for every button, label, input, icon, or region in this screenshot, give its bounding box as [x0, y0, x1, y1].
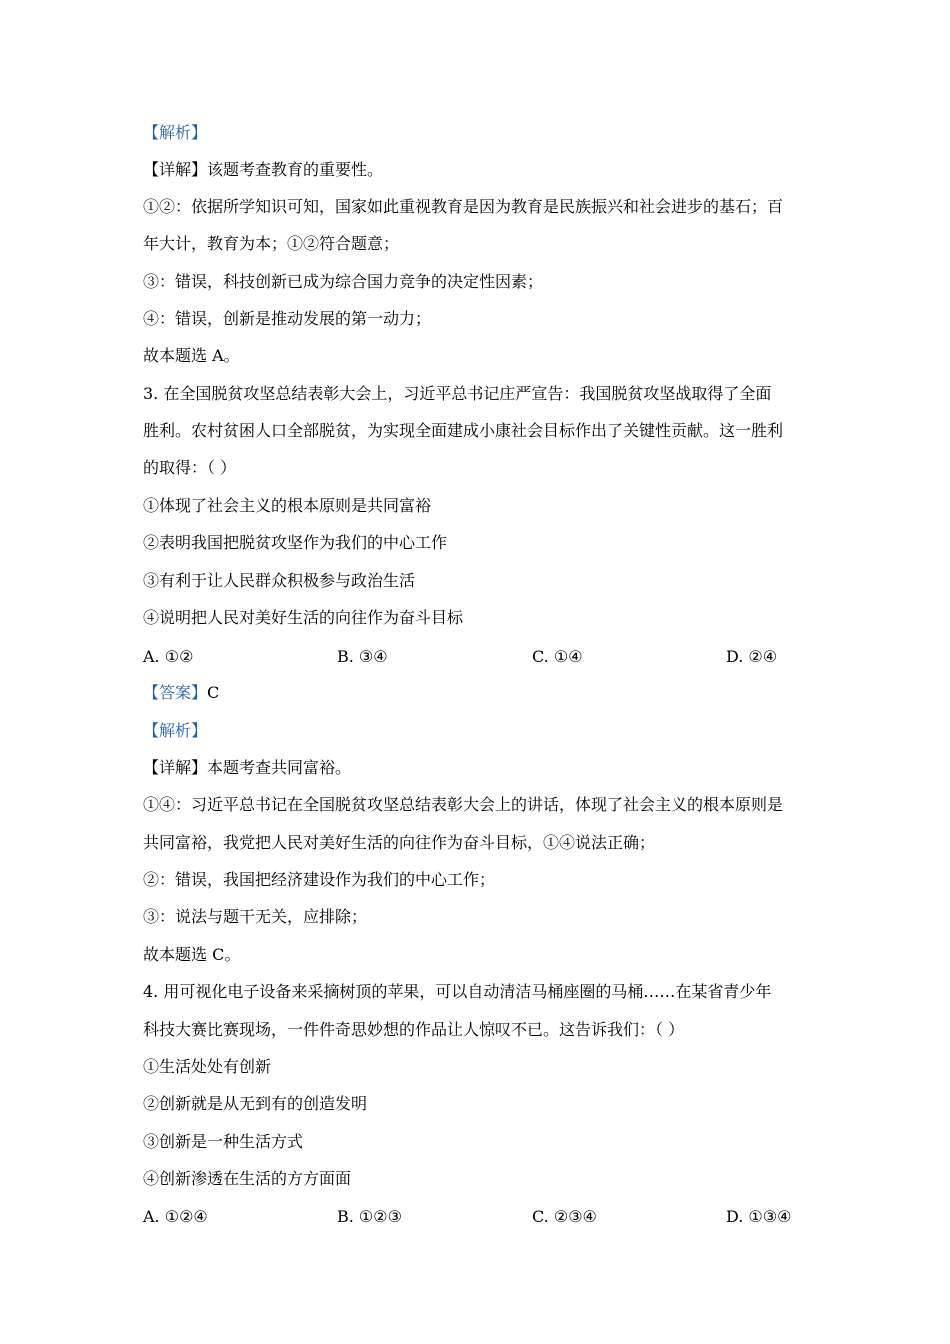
option-c: C. ①④	[532, 647, 583, 666]
question-3-statement: ④说明把人民对美好生活的向往作为奋斗目标	[143, 608, 464, 627]
option-d: D. ②④	[726, 647, 778, 666]
option-b: B. ①②③	[337, 1207, 402, 1226]
question-3-stem: 的取得：（ ）	[143, 458, 237, 477]
option-c: C. ②③④	[532, 1207, 597, 1226]
question-3-statement: ②表明我国把脱贫攻坚作为我们的中心工作	[143, 533, 448, 552]
explanation-line: 共同富裕，我党把人民对美好生活的向往作为奋斗目标，①④说法正确；	[143, 833, 656, 852]
question-4-statement: ③创新是一种生活方式	[143, 1132, 304, 1151]
detail-line: 【详解】本题考查共同富裕。	[143, 758, 352, 777]
explanation-line: ①④：习近平总书记在全国脱贫攻坚总结表彰大会上的讲话，体现了社会主义的根本原则是	[143, 795, 784, 814]
detail-line: 【详解】该题考查教育的重要性。	[143, 160, 384, 179]
option-a: A. ①②④	[143, 1207, 208, 1226]
question-4-stem: 科技大赛比赛现场，一件件奇思妙想的作品让人惊叹不已。这告诉我们：（ ）	[143, 1020, 685, 1039]
analysis-heading: 【解析】	[143, 721, 208, 740]
question-3-stem: 胜利。农村贫困人口全部脱贫，为实现全面建成小康社会目标作出了关键性贡献。这一胜利	[143, 421, 784, 440]
explanation-line: ③：错误，科技创新已成为综合国力竞争的决定性因素；	[143, 272, 544, 291]
question-3-stem: 3. 在全国脱贫攻坚总结表彰大会上，习近平总书记庄严宣告：我国脱贫攻坚战取得了全面	[143, 384, 772, 403]
explanation-line: ④：错误，创新是推动发展的第一动力；	[143, 309, 432, 328]
option-a: A. ①②	[143, 647, 194, 666]
explanation-line: ②：错误，我国把经济建设作为我们的中心工作；	[143, 870, 496, 889]
question-4-stem: 4. 用可视化电子设备来采摘树顶的苹果，可以自动清洁马桶座圈的马桶……在某省青少年	[143, 982, 772, 1001]
option-d: D. ①③④	[726, 1207, 792, 1226]
explanation-line: 年大计，教育为本；①②符合题意；	[143, 234, 400, 253]
explanation-line: ③：说法与题干无关，应排除；	[143, 907, 368, 926]
question-4-statement: ①生活处处有创新	[143, 1057, 272, 1076]
conclusion-line: 故本题选 A。	[143, 346, 240, 365]
conclusion-line: 故本题选 C。	[143, 945, 241, 964]
explanation-line: ①②：依据所学知识可知，国家如此重视教育是因为教育是民族振兴和社会进步的基石；百	[143, 197, 784, 216]
question-3-statement: ③有利于让人民群众积极参与政治生活	[143, 571, 416, 590]
question-3-statement: ①体现了社会主义的根本原则是共同富裕	[143, 496, 432, 515]
option-b: B. ③④	[337, 647, 388, 666]
analysis-heading: 【解析】	[143, 123, 208, 142]
question-4-statement: ②创新就是从无到有的创造发明	[143, 1094, 368, 1113]
question-4-statement: ④创新渗透在生活的方方面面	[143, 1169, 352, 1188]
answer-line: 【答案】C	[143, 683, 220, 702]
